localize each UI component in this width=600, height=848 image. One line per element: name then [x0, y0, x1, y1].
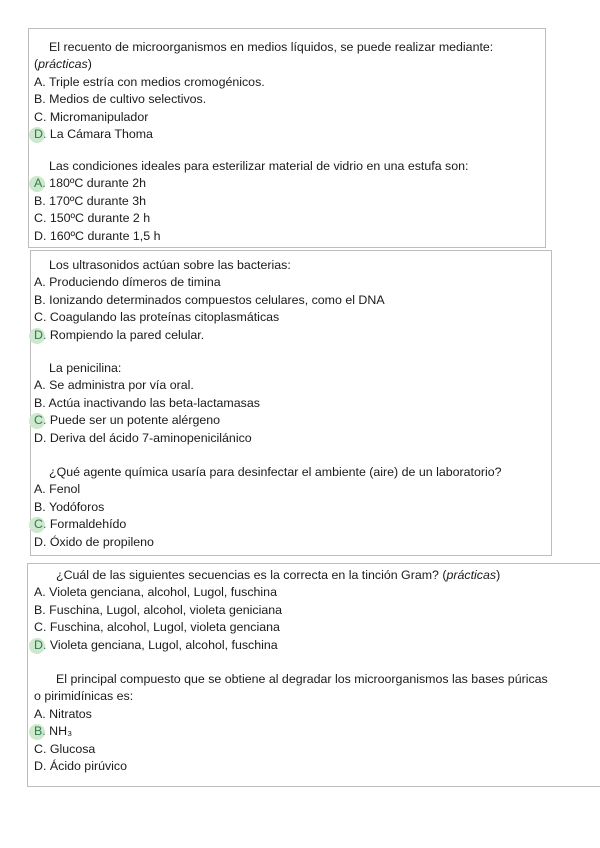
- option-text: Medios de cultivo selectivos.: [49, 92, 207, 107]
- option-b[interactable]: [0, 91, 600, 108]
- question-1: [0, 39, 600, 143]
- option-b[interactable]: [0, 292, 600, 309]
- option-text: Violeta genciana, alcohol, Lugol, fuschina: [49, 585, 277, 600]
- option-d[interactable]: [0, 758, 600, 775]
- option-letter: A.: [34, 482, 46, 497]
- option-b[interactable]: [0, 499, 600, 516]
- option-text: Se administra por vía oral.: [49, 378, 194, 393]
- option-letter: B.: [34, 724, 46, 739]
- option-text: Yodóforos: [48, 499, 105, 514]
- option-letter: C.: [34, 109, 47, 124]
- option-text: Óxido de propileno: [49, 534, 154, 549]
- option-letter: D.: [34, 228, 47, 243]
- option-text: NH₃: [49, 724, 73, 739]
- option-letter: A.: [34, 378, 46, 393]
- option-c[interactable]: [0, 309, 600, 326]
- option-d-highlighted[interactable]: [0, 126, 600, 143]
- option-letter: A.: [34, 275, 46, 290]
- option-text: Micromanipulador: [49, 109, 149, 124]
- option-b[interactable]: [0, 602, 600, 619]
- option-letter: B.: [34, 193, 46, 208]
- option-letter: C.: [34, 517, 47, 532]
- option-letter: B.: [34, 602, 46, 617]
- option-b[interactable]: [0, 193, 600, 210]
- question-note: (prácticas): [34, 57, 92, 72]
- option-c-highlighted[interactable]: [0, 412, 600, 429]
- option-text: Rompiendo la pared celular.: [49, 327, 205, 342]
- option-letter: D.: [34, 327, 47, 342]
- option-a[interactable]: [0, 377, 600, 394]
- option-letter: A.: [34, 176, 46, 191]
- option-c[interactable]: [0, 619, 600, 636]
- option-text: Nitratos: [49, 706, 92, 721]
- option-c[interactable]: [0, 210, 600, 227]
- question-text: Las condiciones ideales para esterilizar material de vidrio en una estufa son:: [49, 159, 469, 173]
- option-text: Fuschina, Lugol, alcohol, violeta geniciana: [49, 602, 282, 617]
- option-text: Actúa inactivando las beta-lactamasas: [48, 395, 260, 410]
- option-letter: D.: [34, 430, 47, 445]
- question-5: [0, 464, 600, 551]
- option-letter: C.: [34, 310, 47, 325]
- option-letter: A.: [34, 706, 46, 721]
- option-a[interactable]: [0, 706, 600, 723]
- option-c[interactable]: [0, 741, 600, 758]
- option-a[interactable]: [0, 74, 600, 91]
- option-text: Puede ser un potente alérgeno: [49, 413, 221, 428]
- option-text: Violeta genciana, Lugol, alcohol, fuschina: [49, 637, 278, 652]
- option-a-highlighted[interactable]: [0, 175, 600, 192]
- option-d[interactable]: [0, 430, 600, 447]
- option-text: Glucosa: [49, 741, 96, 756]
- option-letter: B.: [34, 499, 46, 514]
- question-text: Los ultrasonidos actúan sobre las bacterias:: [49, 258, 291, 272]
- option-letter: A.: [34, 74, 46, 89]
- question-text: El recuento de microorganismos en medios líquidos, se puede realizar mediante:: [49, 40, 494, 54]
- option-text: 180ºC durante 2h: [49, 176, 147, 191]
- option-c[interactable]: [0, 109, 600, 126]
- option-a[interactable]: [0, 274, 600, 291]
- question-3: [0, 257, 600, 344]
- option-text: Ionizando determinados compuestos celulares, como el DNA: [49, 292, 385, 307]
- question-text: La penicilina:: [49, 361, 122, 375]
- option-text: Fenol: [49, 482, 81, 497]
- question-6: [0, 567, 600, 654]
- question-7: [0, 671, 600, 775]
- option-letter: C.: [34, 741, 47, 756]
- option-letter: C.: [34, 620, 47, 635]
- option-b-highlighted[interactable]: [0, 723, 600, 740]
- question-text: ¿Qué agente química usaría para desinfectar el ambiente (aire) de un laboratorio?: [49, 465, 502, 479]
- option-letter: B.: [34, 92, 46, 107]
- option-letter: D.: [34, 534, 47, 549]
- option-a[interactable]: [0, 584, 600, 601]
- option-text: Fuschina, alcohol, Lugol, violeta genciana: [49, 620, 280, 635]
- option-letter: D.: [34, 637, 47, 652]
- option-a[interactable]: [0, 481, 600, 498]
- option-d-highlighted[interactable]: [0, 637, 600, 654]
- option-c-highlighted[interactable]: [0, 516, 600, 533]
- question-text-continuation: o pirimidínicas es:: [34, 689, 134, 704]
- option-d[interactable]: [0, 534, 600, 551]
- option-text: 170ºC durante 3h: [49, 193, 147, 208]
- option-letter: D.: [34, 759, 47, 774]
- option-letter: A.: [34, 585, 46, 600]
- option-b[interactable]: [0, 395, 600, 412]
- option-text: Ácido pirúvico: [49, 759, 127, 774]
- option-text: Produciendo dímeros de timina: [49, 275, 221, 290]
- question-2: [0, 158, 600, 245]
- option-text: 150ºC durante 2 h: [49, 211, 151, 226]
- option-text: Formaldehído: [49, 517, 127, 532]
- question-4: [0, 360, 600, 447]
- question-text: ¿Cuál de las siguientes secuencias es la correcta en la tinción Gram? (prácticas): [56, 568, 501, 582]
- option-letter: D.: [34, 127, 47, 142]
- option-text: Triple estría con medios cromogénicos.: [48, 74, 265, 89]
- option-letter: C.: [34, 413, 47, 428]
- option-text: La Cámara Thoma: [49, 127, 153, 142]
- option-text: 160ºC durante 1,5 h: [49, 228, 161, 243]
- question-text: El principal compuesto que se obtiene al degradar los microorganismos las bases púricas: [56, 672, 548, 686]
- option-letter: C.: [34, 211, 47, 226]
- option-text: Coagulando las proteínas citoplasmáticas: [49, 310, 280, 325]
- option-letter: B.: [34, 292, 46, 307]
- option-d[interactable]: [0, 228, 600, 245]
- option-d-highlighted[interactable]: [0, 327, 600, 344]
- option-letter: B.: [34, 395, 46, 410]
- option-text: Deriva del ácido 7-aminopenicilánico: [49, 430, 252, 445]
